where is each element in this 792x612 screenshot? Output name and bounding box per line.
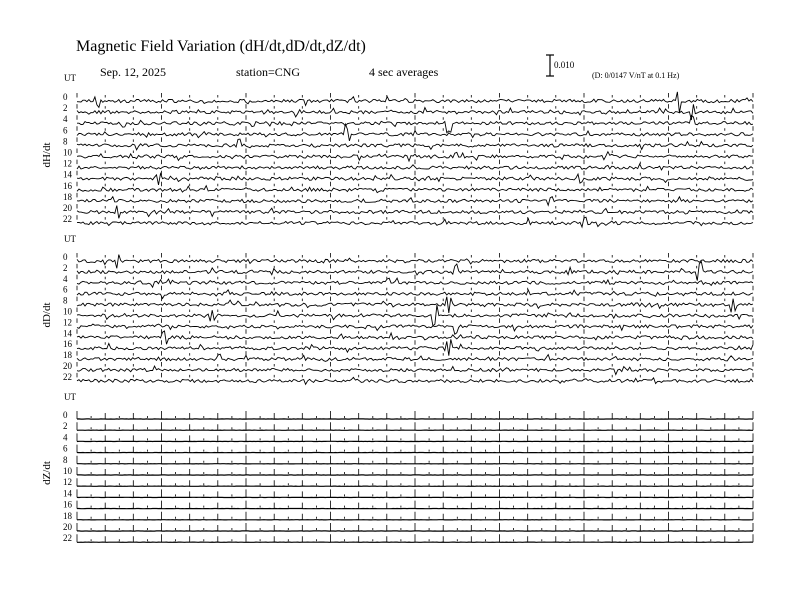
- hour-tick-marks: [77, 534, 753, 542]
- hour-label: 8: [63, 136, 68, 147]
- hour-tick-marks: [77, 297, 753, 302]
- hour-tick-marks: [77, 318, 753, 323]
- panel-dz-dt: [41, 392, 753, 543]
- hour-label: 22: [63, 371, 72, 382]
- chart-title: Magnetic Field Variation (dH/dt,dD/dt,dZ/dt): [76, 38, 366, 55]
- hour-tick-marks: [77, 182, 753, 187]
- station-label: station=CNG: [236, 65, 301, 79]
- hour-label: 10: [63, 306, 72, 317]
- scale-value-label: 0.010: [554, 60, 575, 70]
- trace-line: [77, 164, 753, 170]
- hour-label: 14: [63, 488, 72, 499]
- hour-label: 14: [63, 328, 72, 339]
- hour-label: 0: [63, 252, 68, 262]
- hour-label: 16: [63, 499, 72, 510]
- hour-tick-marks: [77, 373, 753, 378]
- hour-label: 8: [63, 295, 68, 306]
- hour-label: 8: [63, 454, 68, 465]
- hour-tick-marks: [77, 422, 753, 430]
- averaging-label: 4 sec averages: [369, 65, 439, 79]
- hour-tick-marks: [77, 467, 753, 475]
- hour-label: 4: [63, 432, 68, 443]
- hour-label: 6: [63, 284, 68, 295]
- ut-axis-label: UT: [64, 392, 76, 402]
- hour-label: 12: [63, 158, 72, 169]
- hour-label: 2: [63, 421, 68, 432]
- hour-tick-marks: [77, 512, 753, 520]
- hour-label: 18: [63, 350, 72, 361]
- hour-tick-marks: [77, 193, 753, 198]
- hour-label: 18: [63, 191, 72, 202]
- hour-tick-marks: [77, 478, 753, 486]
- hour-tick-marks: [77, 501, 753, 509]
- hour-tick-marks: [77, 264, 753, 269]
- hour-tick-marks: [77, 93, 753, 98]
- hour-label: 18: [63, 510, 72, 521]
- hour-tick-marks: [77, 115, 753, 120]
- hour-label: 20: [63, 203, 72, 213]
- component-label: dD/dt: [41, 302, 53, 328]
- hour-tick-marks: [77, 340, 753, 345]
- hour-tick-marks: [77, 329, 753, 334]
- hour-tick-marks: [77, 215, 753, 220]
- hour-label: 0: [63, 92, 68, 102]
- hour-label: 4: [63, 273, 68, 284]
- hour-tick-marks: [77, 351, 753, 356]
- date-label: Sep. 12, 2025: [100, 65, 166, 79]
- hour-tick-marks: [77, 286, 753, 291]
- hour-tick-marks: [77, 456, 753, 464]
- hour-label: 12: [63, 477, 72, 488]
- hour-label: 12: [63, 317, 72, 328]
- ut-axis-label: UT: [64, 73, 76, 83]
- hour-tick-marks: [77, 445, 753, 453]
- hour-label: 2: [63, 262, 68, 273]
- hour-label: 10: [63, 147, 72, 158]
- hour-tick-marks: [77, 362, 753, 367]
- hour-label: 16: [63, 180, 72, 191]
- hour-tick-marks: [77, 149, 753, 154]
- trace-line: [77, 377, 753, 384]
- scale-bar: [546, 55, 554, 76]
- hour-label: 0: [63, 410, 68, 420]
- hour-tick-marks: [77, 204, 753, 209]
- hour-tick-marks: [77, 308, 753, 313]
- hour-label: 14: [63, 169, 72, 180]
- scale-note-label: (D: 0/0147 V/nT at 0.1 Hz): [592, 71, 680, 80]
- trace-line: [77, 186, 753, 193]
- hour-tick-marks: [77, 523, 753, 531]
- hour-tick-marks: [77, 137, 753, 142]
- hour-tick-marks: [77, 171, 753, 176]
- hour-label: 2: [63, 103, 68, 114]
- panel-dh-dt: [41, 73, 753, 227]
- hour-label: 22: [63, 533, 72, 544]
- hour-label: 10: [63, 466, 72, 476]
- component-label: dH/dt: [41, 142, 53, 168]
- panel-dd-dt: [41, 234, 753, 384]
- hour-tick-marks: [77, 411, 753, 419]
- hour-tick-marks: [77, 275, 753, 280]
- hour-label: 22: [63, 214, 72, 225]
- hour-label: 20: [63, 522, 72, 532]
- hour-label: 4: [63, 114, 68, 125]
- hour-tick-marks: [77, 253, 753, 258]
- hour-label: 6: [63, 443, 68, 454]
- component-label: dZ/dt: [41, 461, 53, 485]
- hour-tick-marks: [77, 104, 753, 109]
- hour-label: 16: [63, 339, 72, 350]
- hour-label: 6: [63, 125, 68, 136]
- ut-axis-label: UT: [64, 234, 76, 244]
- hour-tick-marks: [77, 489, 753, 497]
- hour-tick-marks: [77, 433, 753, 441]
- hour-label: 20: [63, 361, 72, 371]
